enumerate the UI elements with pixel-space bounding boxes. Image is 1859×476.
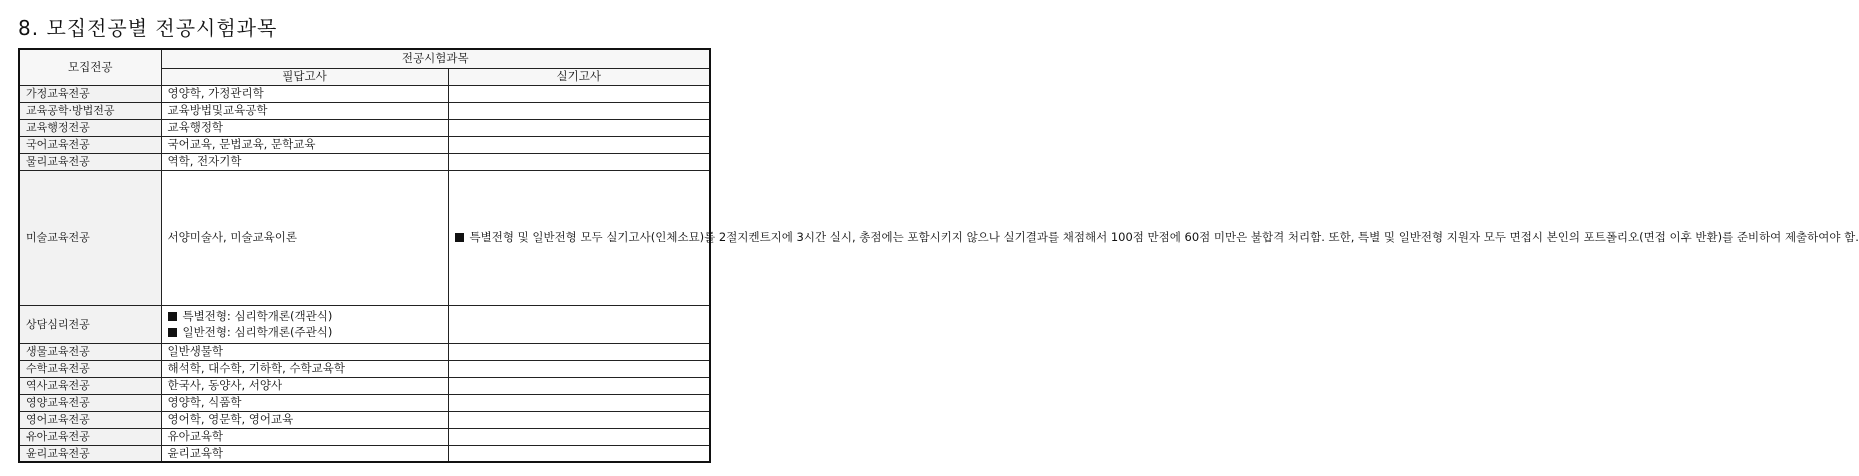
major-cell: 윤리교육전공 [19, 445, 161, 462]
table-row [19, 153, 710, 170]
written-cell: 교육방법및교육공학 [161, 102, 448, 119]
practical-cell [448, 170, 1859, 305]
major-cell: 유아교육전공 [19, 428, 161, 445]
major-cell: 영어교육전공 [19, 411, 161, 428]
table-row [19, 170, 710, 305]
table-row [19, 428, 710, 445]
table-row [19, 85, 710, 102]
major-cell: 미술교육전공 [19, 170, 161, 305]
header-practical-exam: 실기고사 [448, 68, 710, 85]
square-bullet-icon [455, 233, 464, 242]
section-heading: 8. 모집전공별 전공시험과목 [18, 16, 278, 40]
written-cell: 윤리교육학 [161, 445, 448, 462]
major-cell: 교육공학·방법전공 [19, 102, 161, 119]
written-cell: 국어교육, 문법교육, 문학교육 [161, 136, 448, 153]
table-row [19, 119, 710, 136]
written-cell [161, 305, 448, 343]
practical-cell [448, 360, 710, 377]
table-row [19, 305, 710, 343]
practical-cell [448, 119, 710, 136]
written-cell: 영어학, 영문학, 영어교육 [161, 411, 448, 428]
written-cell: 교육행정학 [161, 119, 448, 136]
written-cell: 영양학, 식품학 [161, 394, 448, 411]
table-row [19, 360, 710, 377]
written-line-special: 특별전형: 심리학개론(객관식) [182, 309, 333, 323]
practical-cell [448, 377, 710, 394]
practical-cell [448, 85, 710, 102]
written-cell: 영양학, 가정관리학 [161, 85, 448, 102]
practical-cell [448, 428, 710, 445]
header-major: 모집전공 [19, 49, 161, 85]
major-cell: 수학교육전공 [19, 360, 161, 377]
major-cell: 가정교육전공 [19, 85, 161, 102]
table-row [19, 445, 710, 462]
practical-cell [448, 343, 710, 360]
practical-cell [448, 136, 710, 153]
major-cell: 영양교육전공 [19, 394, 161, 411]
table-row [19, 136, 710, 153]
table-row [19, 343, 710, 360]
major-cell: 물리교육전공 [19, 153, 161, 170]
practical-cell [448, 153, 710, 170]
written-cell: 해석학, 대수학, 기하학, 수학교육학 [161, 360, 448, 377]
header-exam-subjects: 전공시험과목 [161, 49, 710, 68]
square-bullet-icon [168, 312, 177, 321]
written-cell: 역학, 전자기학 [161, 153, 448, 170]
written-cell: 한국사, 동양사, 서양사 [161, 377, 448, 394]
square-bullet-icon [168, 328, 177, 337]
practical-cell [448, 445, 710, 462]
exam-subjects-table [18, 48, 1859, 463]
written-cell: 서양미술사, 미술교육이론 [161, 170, 448, 305]
practical-cell [448, 102, 710, 119]
practical-cell [448, 394, 710, 411]
written-line-general: 일반전형: 심리학개론(주관식) [182, 325, 333, 339]
practical-cell [448, 305, 710, 343]
major-cell: 국어교육전공 [19, 136, 161, 153]
major-cell: 생물교육전공 [19, 343, 161, 360]
table-row [19, 411, 710, 428]
practical-cell [448, 411, 710, 428]
major-cell: 상담심리전공 [19, 305, 161, 343]
written-cell: 일반생물학 [161, 343, 448, 360]
major-cell: 역사교육전공 [19, 377, 161, 394]
table-row [19, 102, 710, 119]
header-written-exam: 필답고사 [161, 68, 448, 85]
major-cell: 교육행정전공 [19, 119, 161, 136]
table-row [19, 394, 710, 411]
practical-note: 특별전형 및 일반전형 모두 실기고사(인체소묘)를 2절지켄트지에 3시간 실시, 총점에는 포함시키지 않으나 실기결과를 채점해서 100점 만점에 60점 미만은 불합격 처리함. 또한, 특별 및 일반전형 지원자 모두 면접시 본인의 포트폴리오(면접 이후 반환)를 준비하여 제출하여야 함. [469, 229, 1859, 244]
written-cell: 유아교육학 [161, 428, 448, 445]
table-row [19, 377, 710, 394]
